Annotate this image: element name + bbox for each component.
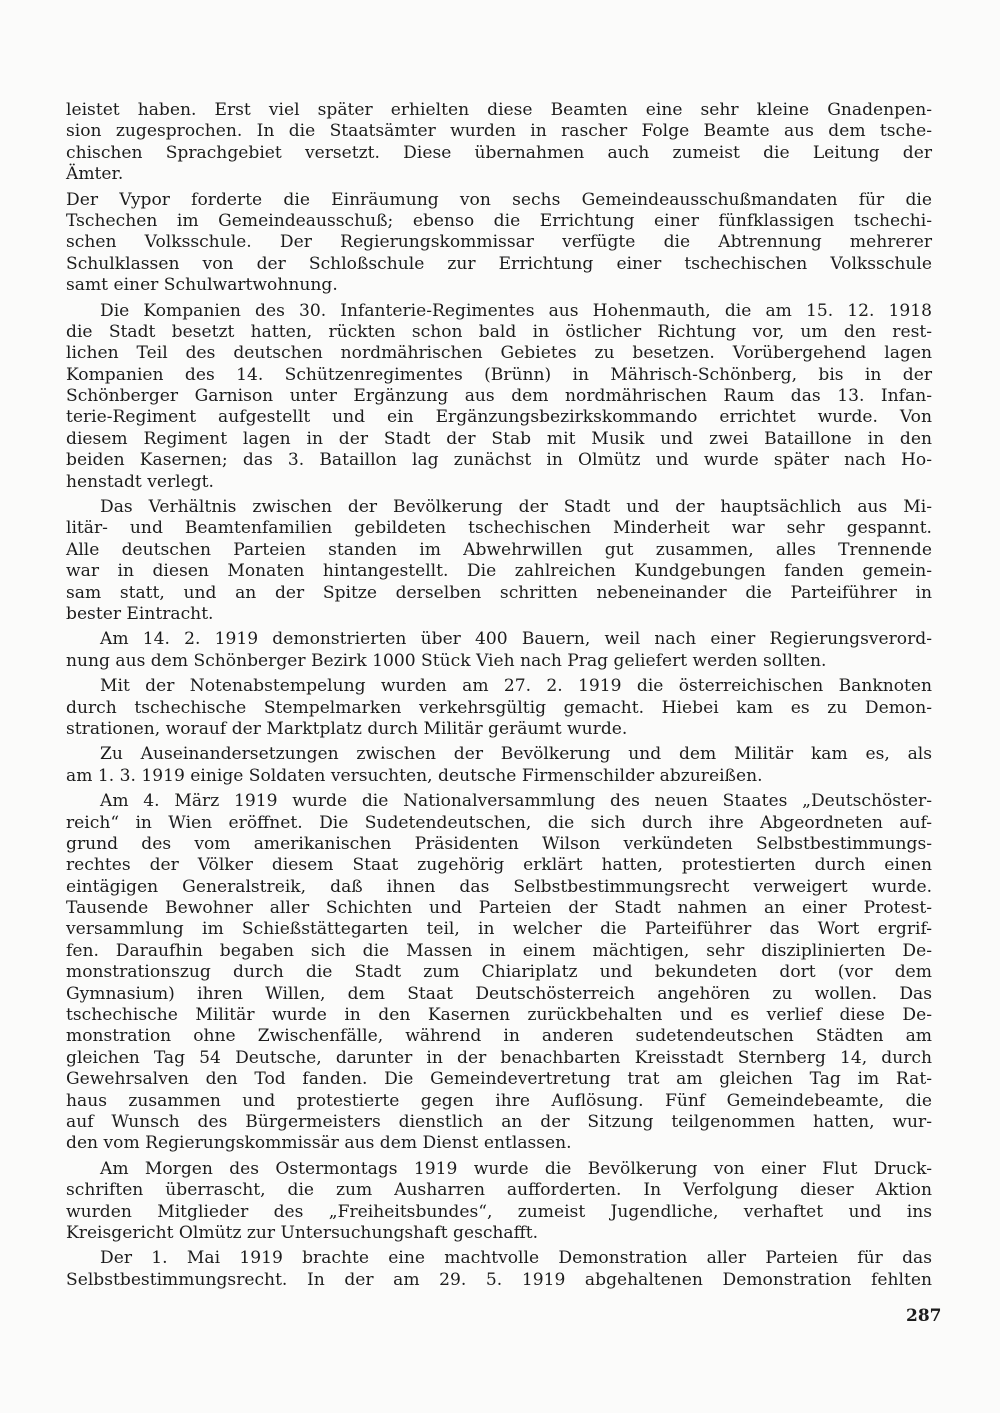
text-line: Gewehrsalven den Tod fanden. Die Gemeindevertretung trat am gleichen Tag im Rat- [66, 1069, 932, 1090]
text-line: Am 14. 2. 1919 demonstrierten über 400 Bauern, weil nach einer Regierungsverord- [100, 629, 932, 650]
text-line: Selbstbestimmungsrecht. In der am 29. 5. 1919 abgehaltenen Demonstration fehlten [66, 1269, 932, 1290]
text-line: wurden Mitglieder des „Freiheitsbundes“, zumeist Jugendliche, verhaftet und ins [66, 1201, 932, 1222]
text-line: durch tschechische Stempelmarken verkehrsgültig gemacht. Hiebei kam es zu Demon- [66, 697, 932, 718]
text-line: schriften überrascht, die zum Ausharren aufforderten. In Verfolgung dieser Aktion [66, 1180, 932, 1201]
text-line: Die Kompanien des 30. Infanterie-Regimentes aus Hohenmauth, die am 15. 12. 1918 [100, 300, 932, 321]
paragraph [66, 301, 932, 494]
text-line: Mit der Notenabstempelung wurden am 27. 2. 1919 die österreichischen Banknoten [100, 676, 932, 697]
text-line: Der 1. Mai 1919 brachte eine machtvolle Demonstration aller Parteien für das [100, 1248, 932, 1269]
paragraph [66, 190, 932, 297]
text-line: gleichen Tag 54 Deutsche, darunter in der benachbarten Kreisstadt Sternberg 14, durch [66, 1047, 932, 1068]
text-line: Tausende Bewohner aller Schichten und Parteien der Stadt nahmen an einer Protest- [66, 898, 932, 919]
text-line: chischen Sprachgebiet versetzt. Diese übernahmen auch zumeist die Leitung der [66, 142, 932, 163]
paragraph [66, 629, 932, 672]
paragraph [66, 791, 932, 1155]
paragraph [66, 676, 932, 740]
paragraph [66, 1248, 932, 1291]
page-number: 287 [906, 1306, 942, 1326]
text-line: Schulklassen von der Schloßschule zur Errichtung einer tschechischen Volksschule [66, 253, 932, 274]
text-line: auf Wunsch des Bürgermeisters dienstlich an der Sitzung teilgenommen hatten, wur- [66, 1111, 932, 1132]
text-line: sion zugesprochen. In die Staatsämter wurden in rascher Folge Beamte aus dem tsche- [66, 121, 932, 142]
text-line: Das Verhältnis zwischen der Bevölkerung der Stadt und der hauptsächlich aus Mi- [100, 497, 932, 518]
paragraph [66, 497, 932, 625]
text-line: monstrationszug durch die Stadt zum Chiariplatz und bekundeten dort (vor dem [66, 962, 932, 983]
text-line: eintägigen Generalstreik, daß ihnen das Selbstbestimmungsrecht verweigert wurde. [66, 876, 932, 897]
text-line: den vom Regierungskommissär aus dem Dienst entlassen. [66, 1133, 572, 1154]
paragraph [66, 100, 932, 186]
paragraph [66, 744, 932, 787]
text-line: Alle deutschen Parteien standen im Abwehrwillen gut zusammen, alles Trennende [66, 539, 932, 560]
text-line: samt einer Schulwartwohnung. [66, 275, 338, 296]
text-line: terie-Regiment aufgestellt und ein Ergänzungsbezirkskommando errichtet wurde. Von [66, 407, 932, 428]
text-line: haus zusammen und protestierte gegen ihre Auflösung. Fünf Gemeindebeamte, die [66, 1090, 932, 1111]
text-line: Am Morgen des Ostermontags 1919 wurde die Bevölkerung von einer Flut Druck- [100, 1158, 932, 1179]
text-line: Kreisgericht Olmütz zur Untersuchungshaft geschafft. [66, 1222, 539, 1243]
text-line: nung aus dem Schönberger Bezirk 1000 Stück Vieh nach Prag geliefert werden sollten. [66, 650, 827, 671]
text-line: Ämter. [66, 164, 124, 185]
text-line: litär- und Beamtenfamilien gebildeten tschechischen Minderheit war sehr gespannt. [66, 518, 932, 539]
text-line: lichen Teil des deutschen nordmährischen Gebietes zu besetzen. Vorübergehend lagen [66, 343, 932, 364]
text-line: henstadt verlegt. [66, 471, 214, 492]
text-line: bester Eintracht. [66, 603, 214, 624]
text-line: versammlung im Schießstättegarten teil, in welcher die Parteiführer das Wort ergrif- [66, 919, 932, 940]
text-line: Am 4. März 1919 wurde die Nationalversammlung des neuen Staates „Deutschöster- [100, 791, 932, 812]
text-line: monstration ohne Zwischenfälle, während in anderen sudetendeutschen Städten am [66, 1026, 932, 1047]
text-line: rechtes der Völker diesem Staat zugehörig erklärt hatten, protestierten durch einen [66, 855, 932, 876]
text-line: leistet haben. Erst viel später erhielten diese Beamten eine sehr kleine Gnadenpen- [66, 100, 932, 120]
paragraph [66, 1159, 932, 1245]
text-line: Der Vypor forderte die Einräumung von sechs Gemeindeausschußmandaten für die [66, 189, 932, 210]
text-line: schen Volksschule. Der Regierungskommissar verfügte die Abtrennung mehrerer [66, 232, 932, 253]
text-line: Kompanien des 14. Schützenregimentes (Brünn) in Mährisch-Schönberg, bis in der [66, 364, 932, 385]
text-line: Tschechen im Gemeindeausschuß; ebenso die Errichtung einer fünfklassigen tschechi- [66, 210, 932, 231]
text-line: tschechische Militär wurde in den Kasernen zurückbehalten und es verlief diese De- [66, 1005, 932, 1026]
text-line: sam statt, und an der Spitze derselben schritten nebeneinander die Parteiführer in [66, 582, 932, 603]
text-line: fen. Daraufhin begaben sich die Massen in einem mächtigen, sehr disziplinierten De- [66, 940, 932, 961]
text-line: Gymnasium) ihren Willen, dem Staat Deutschösterreich angehören zu wollen. Das [66, 983, 932, 1004]
text-line: diesem Regiment lagen in der Stadt der Stab mit Musik und zwei Bataillone in den [66, 428, 932, 449]
text-line: die Stadt besetzt hatten, rückten schon bald in östlicher Richtung vor, um den rest- [66, 321, 932, 342]
text-line: Zu Auseinandersetzungen zwischen der Bevölkerung und dem Militär kam es, als [100, 744, 932, 765]
text-line: strationen, worauf der Marktplatz durch Militär geräumt wurde. [66, 718, 628, 739]
text-line: beiden Kasernen; das 3. Bataillon lag zunächst in Olmütz und wurde später nach Ho- [66, 450, 932, 471]
body-text [66, 100, 932, 1291]
text-line: war in diesen Monaten hintangestellt. Die zahlreichen Kundgebungen fanden gemein- [66, 561, 932, 582]
text-line: reich“ in Wien eröffnet. Die Sudetendeutschen, die sich durch ihre Abgeordneten auf- [66, 812, 932, 833]
text-line: Schönberger Garnison unter Ergänzung aus dem nordmährischen Raum das 13. Infan- [66, 386, 932, 407]
text-line: grund des vom amerikanischen Präsidenten Wilson verkündeten Selbstbestimmungs- [66, 833, 932, 854]
text-line: am 1. 3. 1919 einige Soldaten versuchten, deutsche Firmenschilder abzureißen. [66, 765, 763, 786]
